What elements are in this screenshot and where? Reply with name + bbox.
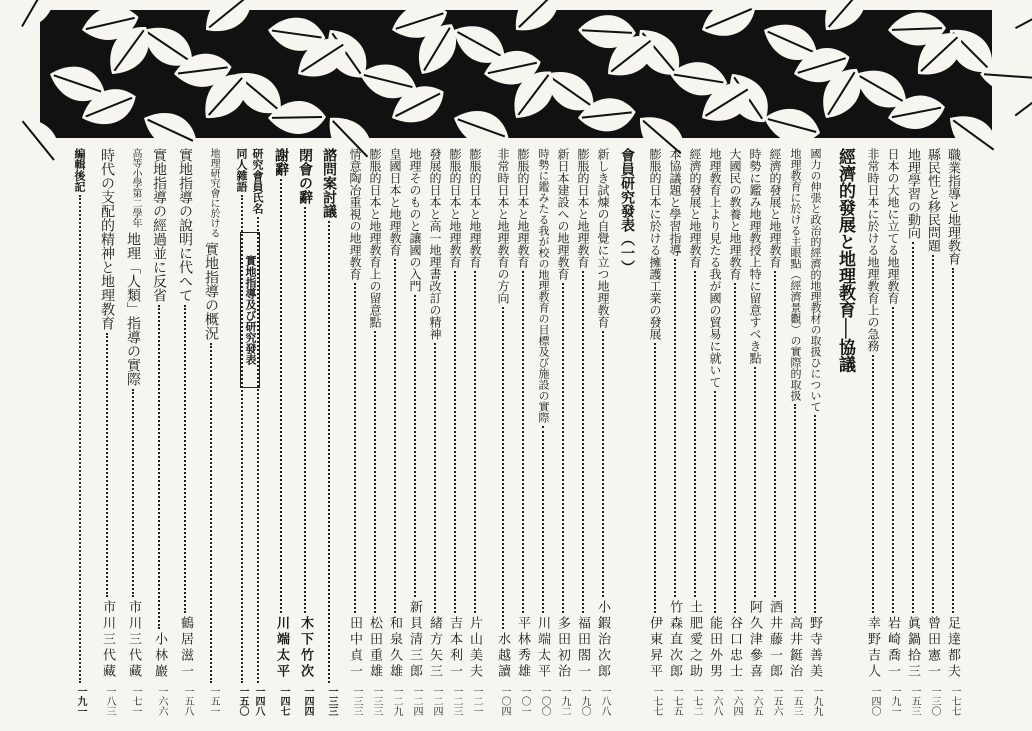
toc-entry bbox=[688, 148, 701, 716]
toc-entry bbox=[204, 148, 218, 716]
toc-entry-page: 一六八 bbox=[711, 686, 722, 716]
section-heading-box: 實地指導及び研究發表 bbox=[240, 232, 260, 388]
toc-entry-title: 情意陶冶重視の地理教育 bbox=[348, 148, 362, 280]
toc-entry-page: 一七五 bbox=[671, 686, 682, 716]
dot-leader bbox=[106, 333, 108, 597]
toc-entry-author: 松田重雄 bbox=[367, 616, 382, 680]
toc-entry-page: 一二四 bbox=[411, 686, 422, 716]
toc-entry-page: 一四〇 bbox=[869, 686, 880, 716]
dot-leader bbox=[304, 207, 306, 613]
toc-entry-title: 職業指導と地理教育 bbox=[945, 148, 960, 265]
toc-entry-page: 一二九 bbox=[391, 686, 402, 716]
toc-entry-author: 市川三代藏 bbox=[100, 600, 115, 680]
dot-leader bbox=[328, 221, 330, 683]
toc-entry-title: 會員研究發表（一） bbox=[619, 148, 635, 274]
toc-entry-title: 時代の支配的精神と地理教育 bbox=[99, 148, 115, 330]
toc-entry-title: 經濟的發展と地理教育 bbox=[688, 148, 702, 268]
dot-leader bbox=[654, 343, 656, 613]
toc-entry-page: 一九二 bbox=[559, 686, 570, 716]
dot-leader bbox=[912, 242, 914, 613]
dot-leader bbox=[474, 271, 476, 613]
toc-entry bbox=[322, 148, 336, 716]
dot-leader bbox=[414, 295, 416, 597]
dot-leader bbox=[502, 307, 504, 629]
toc-entry bbox=[836, 148, 853, 716]
dot-leader bbox=[434, 343, 436, 613]
toc-entry-page: 一五一 bbox=[208, 686, 219, 716]
toc-entry-title: 地理學習の動向 bbox=[905, 148, 920, 239]
toc-entry-author: 吉本利一 bbox=[447, 616, 462, 680]
toc-entry bbox=[126, 148, 140, 716]
toc-entry bbox=[866, 148, 879, 716]
toc-entry bbox=[926, 148, 939, 716]
toc-entry-author: 足達都夫 bbox=[945, 616, 960, 680]
toc-entry bbox=[448, 148, 461, 716]
toc-entry-title: 地理教育に於ける主眼點（經濟景觀）の實際的取扱 bbox=[789, 148, 802, 401]
toc-entry-title: 實地指導の概況 bbox=[203, 242, 219, 340]
toc-entry bbox=[516, 148, 529, 716]
toc-entry-author: 伊東昇平 bbox=[647, 616, 662, 680]
toc-entry-title: 非常時日本と地理教育の方向 bbox=[496, 148, 510, 304]
toc-entry-title: 時勢に鑑みたる我が校の地理教育の目標及び施設の實際 bbox=[537, 148, 550, 423]
toc-entry-page: 一五八 bbox=[182, 686, 193, 716]
dot-leader bbox=[694, 271, 696, 597]
toc-entry-author: 川端太平 bbox=[274, 616, 289, 680]
toc-entry-page: 一九一 bbox=[75, 686, 86, 716]
toc-entry-page: 一〇四 bbox=[499, 686, 510, 716]
toc-entry-author: 谷口忠士 bbox=[727, 616, 742, 680]
toc-entry-title: 謝辭 bbox=[273, 148, 289, 176]
toc-entry-page: 一五三 bbox=[791, 686, 802, 716]
dot-leader bbox=[734, 283, 736, 613]
toc-entry-page: 一八三 bbox=[104, 686, 115, 716]
toc-entry bbox=[74, 148, 85, 716]
toc-entry-title: 新しき試煉の自覺に立つ地理教育 bbox=[596, 148, 610, 328]
toc-entry-title: 膨脹的日本と地理教育 bbox=[516, 148, 530, 268]
toc-entry-title: 日本の大地に立てる地理教育 bbox=[886, 148, 900, 304]
toc-entry bbox=[388, 148, 401, 716]
dot-leader bbox=[714, 391, 716, 613]
toc-entry bbox=[668, 148, 681, 716]
toc-entry bbox=[274, 148, 288, 716]
toc-entry-author: 新貝清三郎 bbox=[407, 600, 422, 680]
toc-entry-title: 新日本建設への地理教育 bbox=[556, 148, 570, 280]
dot-leader bbox=[562, 283, 564, 613]
dot-leader bbox=[374, 331, 376, 613]
toc-entry-title: 國力の伸張と政治的經濟的地理教材の取扱ひについて bbox=[809, 148, 822, 412]
toc-entry bbox=[100, 148, 114, 716]
toc-entry-page: 一二四 bbox=[431, 686, 442, 716]
toc-entry bbox=[536, 148, 549, 716]
toc-entry-title: 本協議題と學習指導 bbox=[668, 148, 682, 256]
toc-entry-author: 土肥愛之助 bbox=[687, 600, 702, 680]
toc-entry-author: 福田閤一 bbox=[575, 616, 590, 680]
toc-entry bbox=[906, 148, 919, 716]
toc-entry-page: 一九九 bbox=[811, 686, 822, 716]
toc-entry-page: 一九〇 bbox=[579, 686, 590, 716]
toc-entry-title: 實地指導の說明に代へて bbox=[177, 148, 193, 302]
toc-entry-author: 眞鍋拾三 bbox=[905, 616, 920, 680]
toc-entry bbox=[368, 148, 381, 716]
toc-entry-page: 一九一 bbox=[889, 686, 900, 716]
toc-entry-author: 水越讀 bbox=[495, 632, 510, 680]
toc-entry-title: 非常時日本に於ける地理教育上の急務 bbox=[866, 148, 880, 352]
toc-entry-note: 地理研究會に於ける bbox=[208, 148, 219, 238]
toc-entry-author: 多田初治 bbox=[555, 616, 570, 680]
toc-entry-author: 高井鋌治 bbox=[787, 616, 802, 680]
dot-leader bbox=[354, 283, 356, 613]
toc-entry bbox=[748, 148, 761, 716]
toc-entry-page: 一四八 bbox=[253, 686, 264, 716]
toc-entry-author: 川端太平 bbox=[535, 616, 550, 680]
toc-entry-author: 鶴居滋一 bbox=[178, 616, 193, 680]
toc-entry-title: 時勢に鑑み地理教授上特に留意すべき點 bbox=[748, 148, 762, 364]
dot-leader bbox=[582, 271, 584, 613]
dot-leader bbox=[602, 331, 604, 597]
toc-entry-page: 一三三 bbox=[326, 686, 337, 716]
toc-entry-author: 曾田憲一 bbox=[925, 616, 940, 680]
toc-entry-author: 阿久津參喜 bbox=[747, 600, 762, 680]
toc-entry-author: 能田外男 bbox=[707, 616, 722, 680]
toc-entry bbox=[946, 148, 959, 716]
toc-entry-page: 一七七 bbox=[949, 686, 960, 716]
dot-leader bbox=[280, 179, 282, 613]
toc-entry-title: 諮問案討議 bbox=[321, 148, 337, 218]
toc-entry-author: 緒方矢三 bbox=[427, 616, 442, 680]
toc-entry-title: 經濟的發展と地理教育──協議 bbox=[835, 148, 855, 373]
toc-entry-page: 一〇一 bbox=[519, 686, 530, 716]
toc-entry bbox=[728, 148, 741, 716]
toc-entry-title: 縣民性と移民問題 bbox=[925, 148, 940, 252]
toc-entry-author: 幸野吉人 bbox=[865, 616, 880, 680]
toc-entry bbox=[408, 148, 421, 716]
toc-entry-page: 一五六 bbox=[771, 686, 782, 716]
toc-entry-title: 地理「人類」指導の實際 bbox=[125, 232, 141, 386]
toc-entry bbox=[788, 148, 801, 716]
toc-entry-page: 一〇〇 bbox=[539, 686, 550, 716]
dot-leader bbox=[210, 343, 212, 683]
dot-leader bbox=[892, 307, 894, 613]
dot-leader bbox=[184, 305, 186, 613]
toc-entry-title: 膨脹的日本に於ける擁護工業の發展 bbox=[648, 148, 662, 340]
toc-entry-author: 竹森直次郎 bbox=[667, 600, 682, 680]
toc-entry-title: 地理そのものと讓國の入門 bbox=[408, 148, 422, 292]
toc-entry-page: 一七一 bbox=[130, 686, 141, 716]
toc-entry-title: 實地指導の經過並に反省 bbox=[151, 148, 167, 302]
dot-leader bbox=[79, 195, 81, 683]
toc-entry bbox=[768, 148, 781, 716]
toc-entry-title: 膨脹的日本と地理教育上の留意點 bbox=[368, 148, 382, 328]
toc-entry-author: 平林秀雄 bbox=[515, 616, 530, 680]
toc-entry bbox=[708, 148, 721, 716]
toc-entry-author: 酒井藤一郎 bbox=[767, 600, 782, 680]
toc-entry-page: 一六四 bbox=[731, 686, 742, 716]
toc-entry-author: 野寺善美 bbox=[807, 616, 822, 680]
toc-entry bbox=[152, 148, 166, 716]
toc-entry-title: 大國民の教養と地理教育 bbox=[728, 148, 742, 280]
toc-entry-page: 一二三 bbox=[451, 686, 462, 716]
toc-entry-title: 膨脹的日本と地理教育 bbox=[468, 148, 482, 268]
dot-leader bbox=[932, 255, 934, 613]
toc-entry-page: 一三三 bbox=[371, 686, 382, 716]
toc-entry-page: 一三三 bbox=[351, 686, 362, 716]
toc-entry bbox=[556, 148, 569, 716]
dot-leader bbox=[394, 259, 396, 613]
dot-leader bbox=[522, 271, 524, 613]
toc-entry bbox=[468, 148, 481, 716]
toc-entry-page: 一五三 bbox=[909, 686, 920, 716]
toc-entry-page: 一六六 bbox=[156, 686, 167, 716]
dot-leader bbox=[872, 355, 874, 613]
toc-entry-title: 地理教育上より見たる我が國の貿易に就いて bbox=[708, 148, 722, 388]
toc-entry bbox=[620, 148, 634, 716]
toc-entry bbox=[298, 148, 312, 716]
toc-entry-page: 一三〇 bbox=[929, 686, 940, 716]
toc-entry-page: 一七七 bbox=[651, 686, 662, 716]
dot-leader bbox=[132, 389, 134, 597]
toc-entry bbox=[886, 148, 899, 716]
toc-entry bbox=[596, 148, 609, 716]
toc-entry bbox=[178, 148, 192, 716]
dot-leader bbox=[814, 415, 816, 613]
toc-entry bbox=[348, 148, 361, 716]
toc-entry-title: 編輯後記 bbox=[73, 148, 86, 192]
toc-entry bbox=[576, 148, 589, 716]
toc-entry-author: 市川三代藏 bbox=[126, 600, 141, 680]
toc-entry bbox=[428, 148, 441, 716]
toc-entry-title: 發展的日本と高一地理書改訂の精神 bbox=[428, 148, 442, 340]
toc-entry-title: 閉會の辭 bbox=[297, 148, 313, 204]
toc-entry-title: 膨脹的日本と地理教育 bbox=[448, 148, 462, 268]
toc-entry-page: 一四七 bbox=[278, 686, 289, 716]
dot-leader bbox=[952, 268, 954, 613]
toc-entry-page: 一六五 bbox=[751, 686, 762, 716]
toc-entry-title: 經濟的發展と地理教育 bbox=[768, 148, 782, 268]
dot-leader bbox=[542, 426, 544, 613]
dot-leader bbox=[754, 367, 756, 597]
toc-entry-page: 一五〇 bbox=[237, 686, 248, 716]
toc-entry-author: 和泉久雄 bbox=[387, 616, 402, 680]
dot-leader bbox=[158, 305, 160, 629]
toc-entry-page: 一七二 bbox=[691, 686, 702, 716]
dot-leader bbox=[774, 271, 776, 597]
dot-leader bbox=[794, 404, 796, 613]
toc-entry-author: 小林巖 bbox=[152, 632, 167, 680]
toc-entry bbox=[496, 148, 509, 716]
toc-entry-title: 研究會員氏名 bbox=[251, 148, 264, 214]
toc-entry-author: 木下竹次 bbox=[298, 616, 313, 680]
toc-entry-title: 同人雜語 bbox=[235, 148, 248, 192]
toc-entry bbox=[808, 148, 821, 716]
dot-leader bbox=[454, 271, 456, 613]
toc-entry bbox=[648, 148, 661, 716]
toc-entry-author: 小鍜治次郎 bbox=[595, 600, 610, 680]
toc-entry-author: 田中貞一 bbox=[347, 616, 362, 680]
toc-entry-page: 一四四 bbox=[302, 686, 313, 716]
toc-entry-author: 片山美夫 bbox=[467, 616, 482, 680]
toc-entry-title: 皇國日本と地理教育 bbox=[388, 148, 402, 256]
toc-entry-note: 高等小學第二學年 bbox=[130, 148, 141, 228]
toc-entry-author: 岩崎喬一 bbox=[885, 616, 900, 680]
dot-leader bbox=[674, 259, 676, 597]
toc-entry-page: 一二一 bbox=[471, 686, 482, 716]
toc-entry-page: 一八八 bbox=[599, 686, 610, 716]
toc-entry-title: 膨脹的日本と地理教育 bbox=[576, 148, 590, 268]
